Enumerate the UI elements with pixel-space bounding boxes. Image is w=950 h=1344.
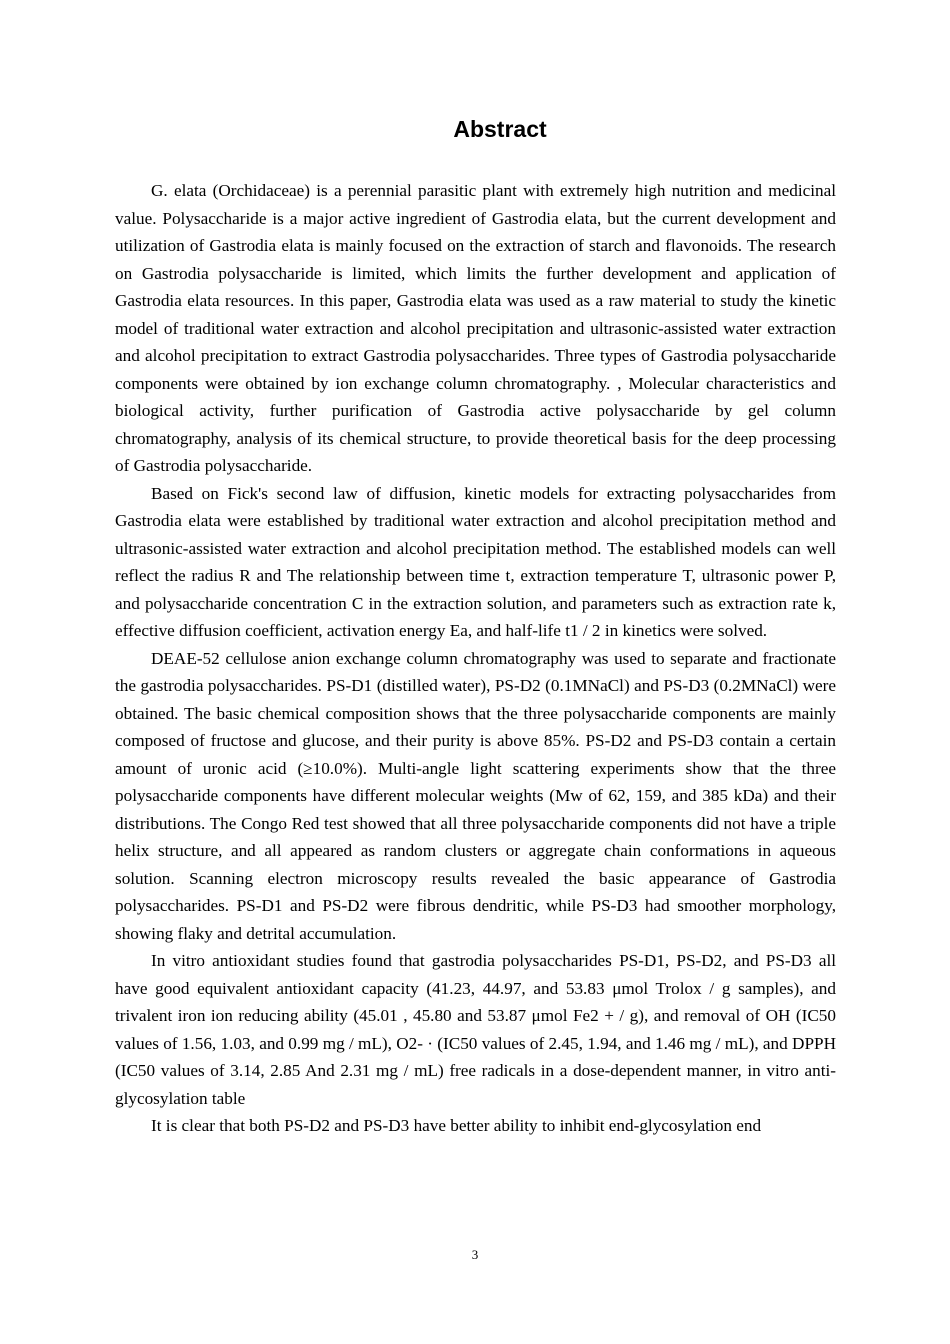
abstract-title: Abstract [453, 116, 547, 142]
paragraph-kinetic-model: Based on Fick's second law of diffusion, kinetic models for extracting polysaccharides from Gastrodia elata were established by traditional water extraction and alcohol precipitation method and ultrasonic-assisted water extraction and alcohol precipitation method. The established models can well reflect the radius R and The relationship between time t, extraction temperature T, ultrasonic power P, and polysaccharide concentration C in the extraction solution, and parameters such as extraction rate k, effective diffusion coefficient, activation energy Ea, and half-life t1 / 2 in kinetics were solved. [115, 483, 836, 640]
paragraph-chromatography: DEAE-52 cellulose anion exchange column chromatography was used to separate and fractionate the gastrodia polysaccharides. PS-D1 (distilled water), PS-D2 (0.1MNaCl) and PS-D3 (0.2MNaCl) were obtained. The basic chemical composition shows that the three polysaccharide components are mainly composed of fructose and glucose, and their purity is above 85%. PS-D2 and PS-D3 contain a certain amount of uronic acid (≥10.0%). Multi-angle light scattering experiments show that the three polysaccharide components have different molecular weights (Mw of 62, 159, and 385 kDa) and their distributions. The Congo Red test showed that all three polysaccharide components did not have a triple helix structure, and all appeared as random clusters or aggregate chain conformations in aqueous solution. Scanning electron microscopy results revealed the basic appearance of Gastrodia polysaccharides. PS-D1 and PS-D2 were fibrous dendritic, while PS-D3 had smoother morphology, showing flaky and detrital accumulation. [115, 648, 836, 943]
paragraph-glycosylation: It is clear that both PS-D2 and PS-D3 have better ability to inhibit end-glycosylation end [151, 1116, 762, 1135]
paragraph-antioxidant: In vitro antioxidant studies found that gastrodia polysaccharides PS-D1, PS-D2, and PS-D3 all have good equivalent antioxidant capacity (41.23, 44.97, and 53.83 μmol Trolox / g samples), and trivalent iron ion reducing ability (45.01 , 45.80 and 53.87 μmol Fe2 + / g), and removal of OH (IC50 values of 1.56, 1.03, and 0.99 mg / mL), O2- · (IC50 values of 2.45, 1.94, and 1.46 mg / mL), and DPPH (IC50 values of 3.14, 2.85 And 2.31 mg / mL) free radicals in a dose-dependent manner, in vitro anti-glycosylation table [115, 951, 836, 1108]
paragraph-intro: G. elata (Orchidaceae) is a perennial parasitic plant with extremely high nutrition and medicinal value. Polysaccharide is a major active ingredient of Gastrodia elata, but the current development and utilization of Gastrodia elata is mainly focused on the extraction of starch and flavonoids. The research on Gastrodia polysaccharide is limited, which limits the further development and application of Gastrodia elata resources. In this paper, Gastrodia elata was used as a raw material to study the kinetic model of traditional water extraction and alcohol precipitation and ultrasonic-assisted water extraction and alcohol precipitation to extract Gastrodia polysaccharides. Three types of Gastrodia polysaccharide components were obtained by ion exchange column chromatography. , Molecular characteristics and biological activity, further purification of Gastrodia active polysaccharide by gel column chromatography, analysis of its chemical structure, to provide theoretical basis for the deep processing of Gastrodia polysaccharide. [115, 181, 836, 475]
abstract-body [115, 177, 836, 1140]
page-number: 3 [471, 1247, 479, 1262]
